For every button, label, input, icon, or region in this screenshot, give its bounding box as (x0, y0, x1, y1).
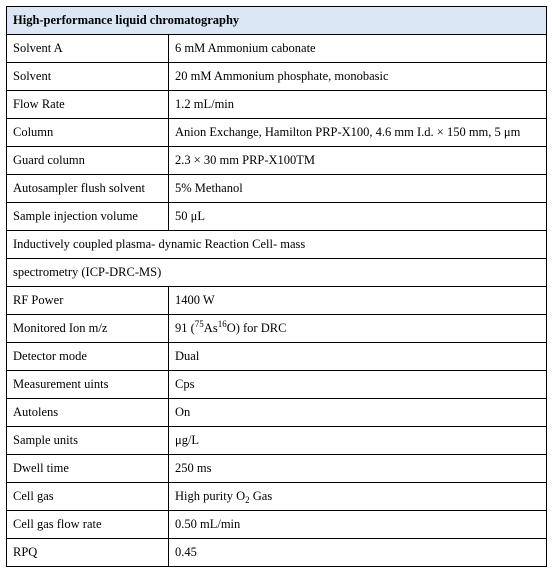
row-value: 50 μL (169, 203, 547, 231)
row-value: 0.45 (169, 539, 547, 567)
row-value: 0.50 mL/min (169, 511, 547, 539)
row-label: Solvent (7, 63, 169, 91)
ion-suffix: O) for DRC (226, 321, 287, 335)
table-row (7, 203, 547, 231)
row-label: Measurement uints (7, 371, 169, 399)
row-label: Flow Rate (7, 91, 169, 119)
hplc-parameters-table (6, 6, 547, 567)
row-value (169, 483, 547, 511)
table-row (7, 399, 547, 427)
row-label: Sample injection volume (7, 203, 169, 231)
ion-superscript-oxygen: 16 (217, 319, 227, 329)
table-row (7, 483, 547, 511)
ion-superscript-mass: 75 (194, 319, 204, 329)
row-value: 20 mM Ammonium phosphate, monobasic (169, 63, 547, 91)
table-row (7, 315, 547, 343)
row-label: Guard column (7, 147, 169, 175)
row-label: Cell gas (7, 483, 169, 511)
ion-prefix: 91 ( (175, 321, 195, 335)
table-row (7, 147, 547, 175)
row-label: Dwell time (7, 455, 169, 483)
table-row (7, 539, 547, 567)
section-heading-line2: spectrometry (ICP-DRC-MS) (7, 259, 547, 287)
row-value: Anion Exchange, Hamilton PRP-X100, 4.6 mm I.d. × 150 mm, 5 μm (169, 119, 547, 147)
table-row (7, 63, 547, 91)
cell-gas-suffix: Gas (249, 489, 273, 503)
table-row (7, 371, 547, 399)
section-heading-row (7, 231, 547, 259)
row-value: 2.3 × 30 mm PRP-X100TM (169, 147, 547, 175)
ion-element: As (203, 321, 218, 335)
table-row (7, 455, 547, 483)
row-value: Dual (169, 343, 547, 371)
table-row (7, 343, 547, 371)
row-label: Autolens (7, 399, 169, 427)
row-label: Solvent A (7, 35, 169, 63)
row-label: Cell gas flow rate (7, 511, 169, 539)
row-label: Sample units (7, 427, 169, 455)
table-row (7, 287, 547, 315)
row-value: μg/L (169, 427, 547, 455)
row-label: Monitored Ion m/z (7, 315, 169, 343)
table-header-row (7, 7, 547, 35)
table-row (7, 91, 547, 119)
cell-gas-subscript: 2 (245, 495, 250, 505)
cell-gas-prefix: High purity O (175, 489, 246, 503)
row-label: Detector mode (7, 343, 169, 371)
row-value: 250 ms (169, 455, 547, 483)
row-value (169, 315, 547, 343)
table-row (7, 35, 547, 63)
table-row (7, 427, 547, 455)
table-row (7, 119, 547, 147)
row-value: On (169, 399, 547, 427)
row-label: Column (7, 119, 169, 147)
table-row (7, 511, 547, 539)
row-value: Cps (169, 371, 547, 399)
section-heading-row (7, 259, 547, 287)
row-label: RPQ (7, 539, 169, 567)
row-label: RF Power (7, 287, 169, 315)
row-value: 1400 W (169, 287, 547, 315)
section-heading-line1: Inductively coupled plasma- dynamic Reaction Cell- mass (7, 231, 547, 259)
row-value: 5% Methanol (169, 175, 547, 203)
row-label: Autosampler flush solvent (7, 175, 169, 203)
row-value: 6 mM Ammonium cabonate (169, 35, 547, 63)
row-value: 1.2 mL/min (169, 91, 547, 119)
table-header: High-performance liquid chromatography (7, 7, 547, 35)
table-row (7, 175, 547, 203)
